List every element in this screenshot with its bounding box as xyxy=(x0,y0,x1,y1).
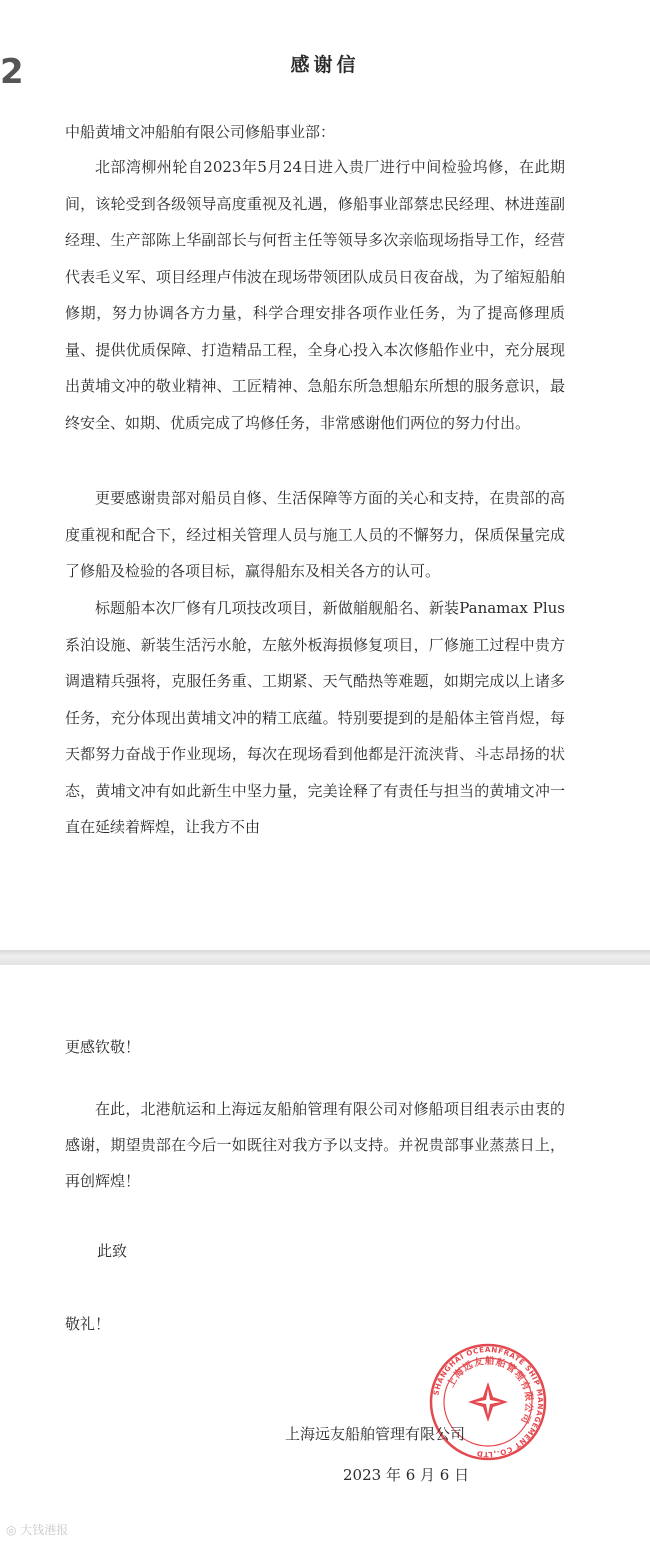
watermark-text: 大钱港报 xyxy=(20,1523,69,1537)
seal-star-icon xyxy=(468,1382,508,1422)
watermark-logo-icon: ◎ xyxy=(6,1523,21,1537)
letter-date: 2023 年 6 月 6 日 xyxy=(343,1466,470,1484)
letter-regards: 敬礼！ xyxy=(65,1315,111,1333)
page-separator xyxy=(0,950,650,965)
letter-salutation: 中船黄埔文冲船舶有限公司修船事业部： xyxy=(65,123,336,141)
seal-inner-text: 上海远友船舶管理有限公司 xyxy=(445,1355,535,1426)
letter-paragraph-2: 更要感谢贵部对船员自修、生活保障等方面的关心和支持，在贵部的高度重视和配合下，经过相关管理人员与施工人员的不懈努力，保质保量完成了修船及检验的各项目标，赢得船东及相关各方的认可。 xyxy=(65,489,565,580)
letter-paragraph-final: 在此，北港航运和上海远友船舶管理有限公司对修船项目组表示由衷的感谢，期望贵部在今后一如既往对我方予以支持。并祝贵部事业蒸蒸日上，再创辉煌！ xyxy=(65,1100,565,1190)
letter-closing: 此致 xyxy=(97,1242,128,1260)
watermark xyxy=(6,1522,68,1538)
letter-paragraph-3-continuation: 更感钦敬！ xyxy=(65,1038,141,1056)
page-number: 2 xyxy=(0,52,24,92)
letter-paragraph-1: 北部湾柳州轮自2023年5月24日进入贵厂进行中间检验坞修，在此期间，该轮受到各级领导高度重视及礼遇，修船事业部蔡忠民经理、林进莲副经理、生产部陈上华副部长与何哲主任等领导多次亲临现场指导工作，经营代表毛义军、项目经理卢伟波在现场带领团队成员日夜奋战，为了缩短船舶修期，努力协调各方力量，科学合理安排各项作业任务，为了提高修理质量、提供优质保障、打造精品工程，全身心投入本次修船作业中，充分展现出黄埔文冲的敬业精神、工匠精神、急船东所急想船东所想的服务意识，最终安全、如期、优质完成了坞修任务，非常感谢他们两位的努力付出。 xyxy=(65,158,565,432)
letter-signatory: 上海远友船舶管理有限公司 xyxy=(285,1425,466,1443)
letter-title: 感谢信 xyxy=(290,54,360,76)
seal-outer-text: SHANGHAI OCEANFRATE SHIP MANAGEMENT CO.,LTD xyxy=(431,1344,546,1460)
letter-paragraph-3: 标题船本次厂修有几项技改项目，新做艏舰船名、新装Panamax Plus系泊设施、新装生活污水舱，左舷外板海损修复项目，厂修施工过程中贵方调遣精兵强将，克服任务重、工期紧、天气酷热等难题，如期完成以上诸多任务，充分体现出黄埔文冲的精工底蕴。特别要提到的是船体主管肖煜，每天都努力奋战于作业现场，每次在现场看到他都是汗流浃背、斗志昂扬的状态，黄埔文冲有如此新生中坚力量，完美诠释了有责任与担当的黄埔文冲一直在延续着辉煌，让我方不由 xyxy=(65,599,565,836)
